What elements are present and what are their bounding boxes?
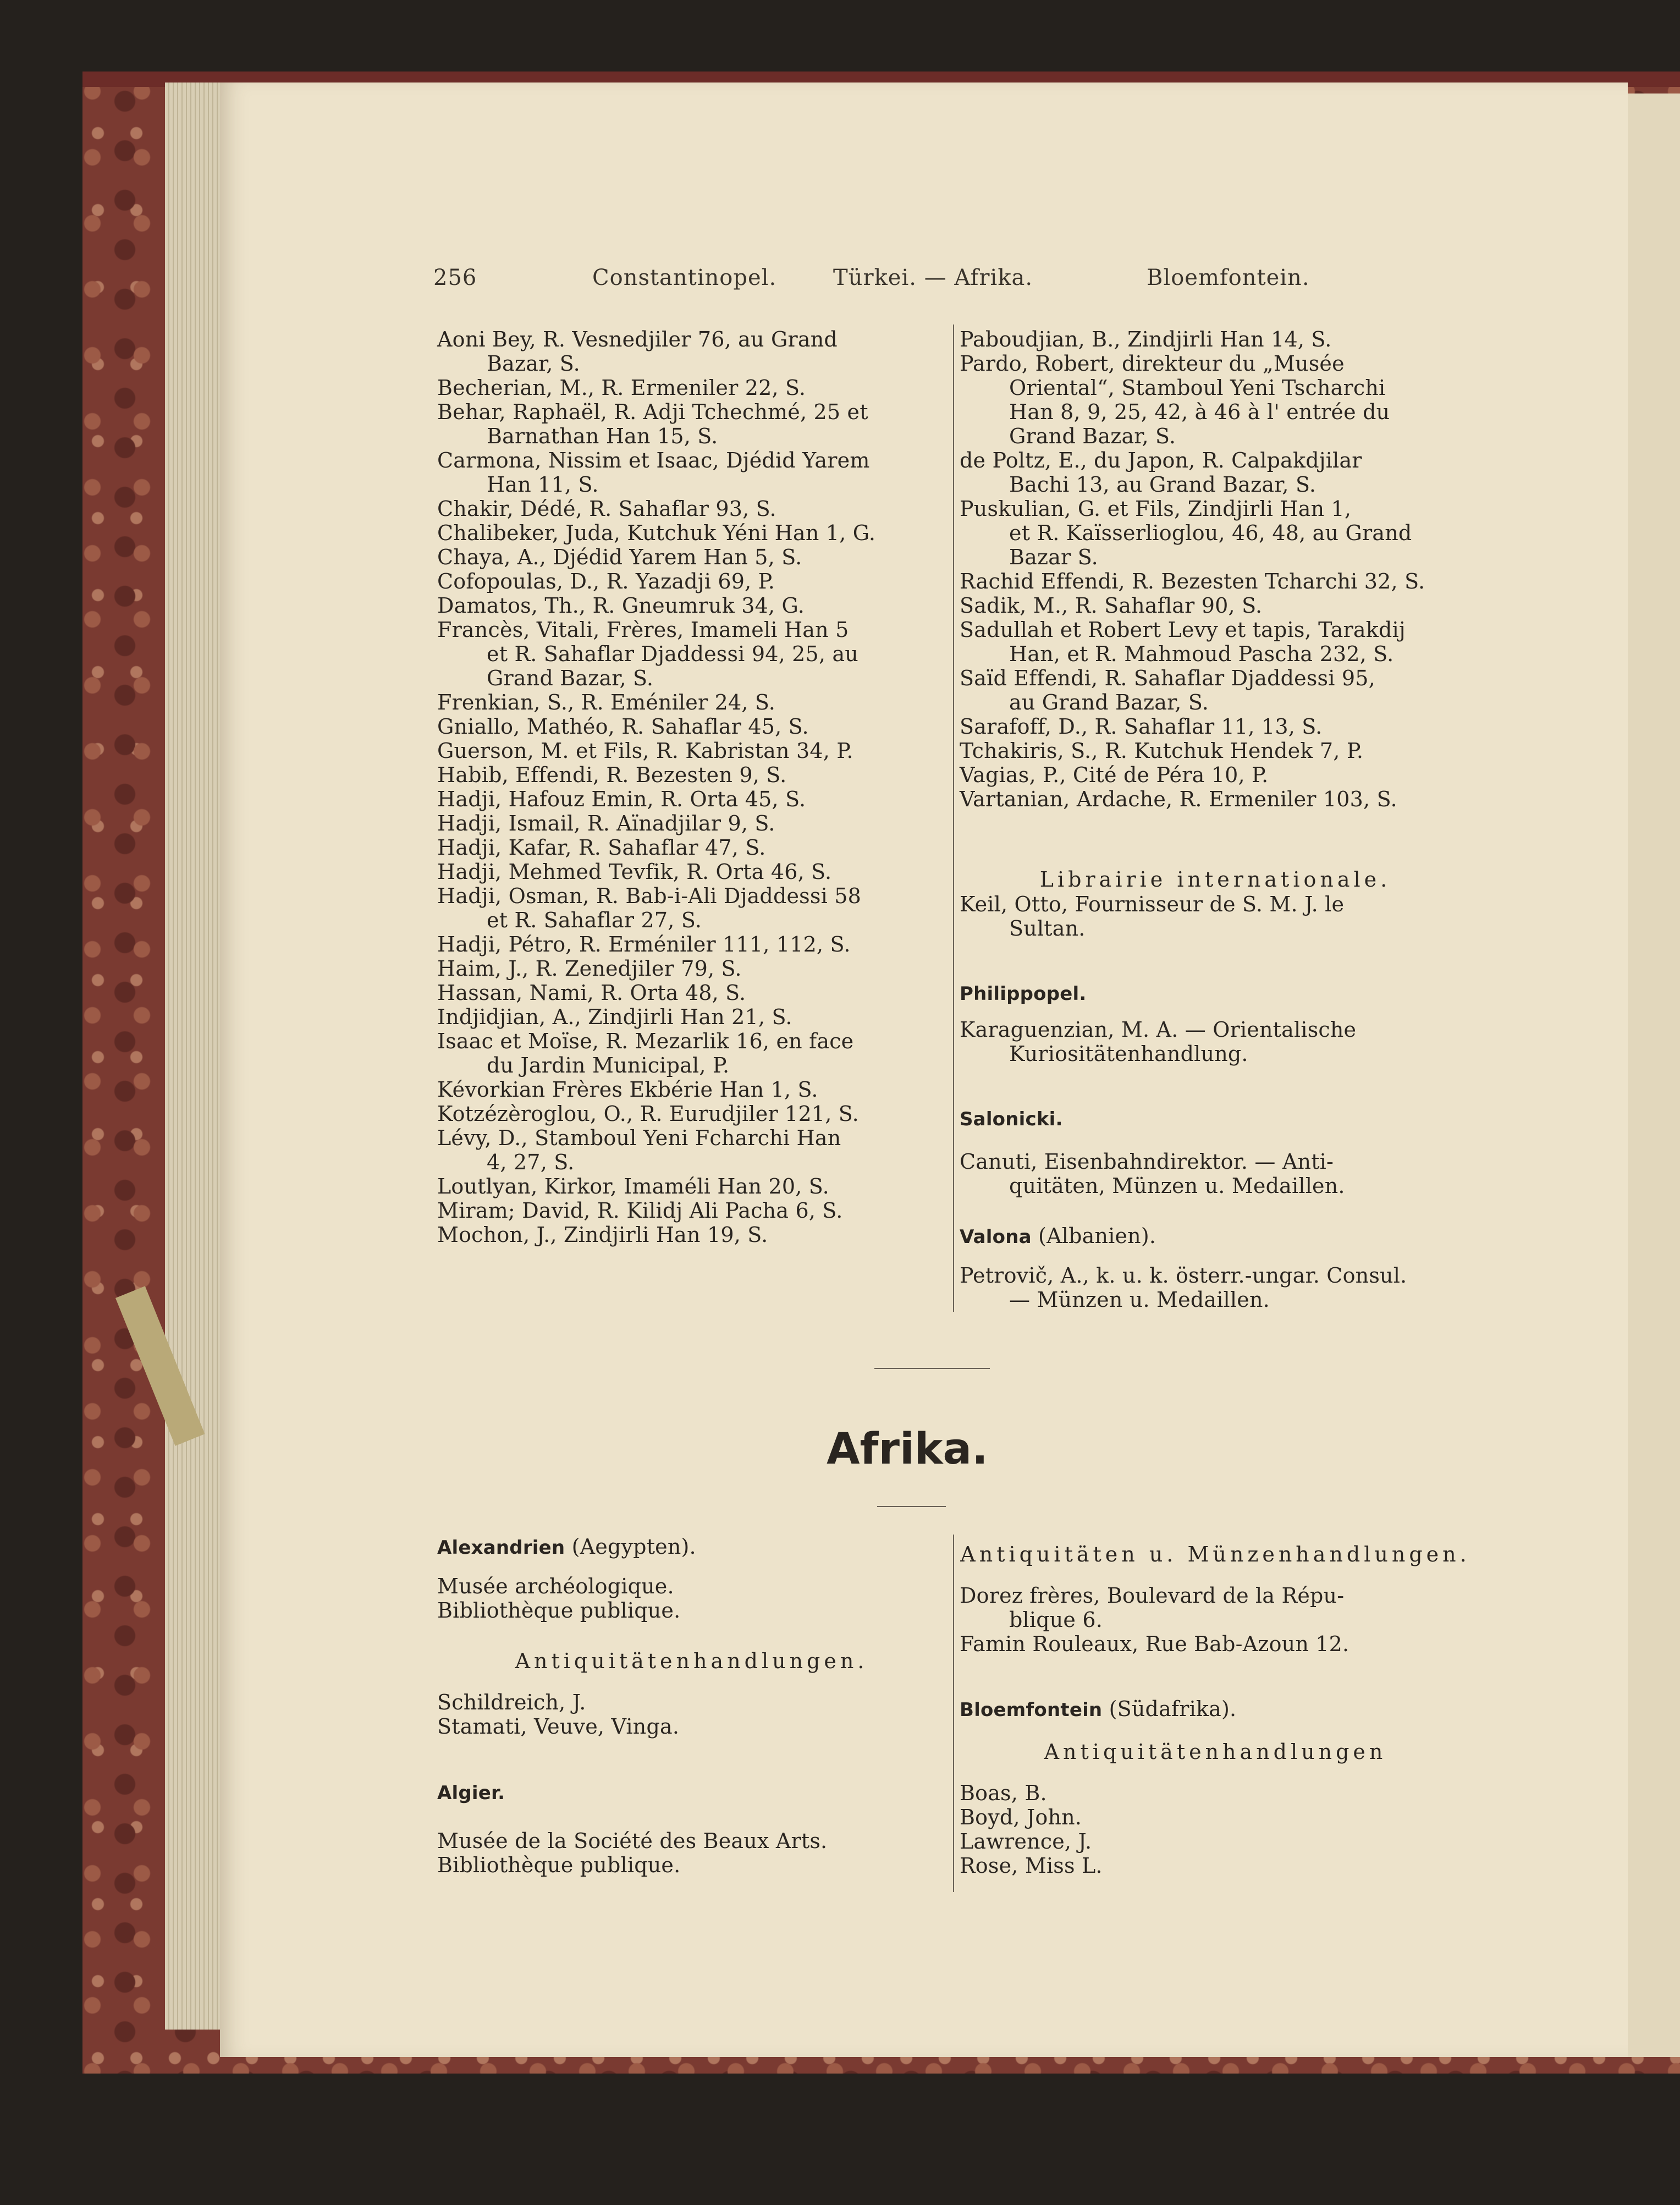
librairie-entry: Keil, Otto, Fournisseur de S. M. J. le [960,892,1345,916]
directory-entry: Hadji, Osman, R. Bab-i-Ali Djaddessi 58 [437,884,861,908]
directory-entry: Chaya, A., Djédid Yarem Han 5, S. [437,545,802,569]
directory-entry: Lévy, D., Stamboul Yeni Fcharchi Han [437,1126,841,1150]
directory-entry: Habib, Effendi, R. Bezesten 9, S. [437,763,787,787]
bloemfontein-dealer-1: Boas, B. [960,1781,1047,1805]
directory-entry: Miram; David, R. Kilidj Ali Pacha 6, S. [437,1198,843,1223]
alexandrien-dealer-1: Schildreich, J. [437,1690,586,1714]
directory-entry: Mochon, J., Zindjirli Han 19, S. [437,1223,768,1247]
directory-entry-continuation: Grand Bazar, S. [1009,424,1176,448]
afrika-title: Afrika. [827,1425,988,1474]
directory-entry: de Poltz, E., du Japon, R. Calpakdjilar [960,448,1362,472]
directory-entry: Chakir, Dédé, R. Sahaflar 93, S. [437,497,776,521]
algier-subheading: Antiquitäten u. Münzenhandlungen. [960,1542,1470,1566]
directory-entry-continuation: Bazar, S. [487,351,580,376]
philippopel-heading: Philippopel. [960,983,1087,1005]
algier-item-2: Bibliothèque publique. [437,1853,681,1877]
algier-dealer-2: Famin Rouleaux, Rue Bab-Azoun 12. [960,1632,1349,1656]
salonicki-heading: Salonicki. [960,1108,1063,1130]
philippopel-entry: Karaguenzian, M. A. — Orientalische [960,1018,1357,1042]
directory-entry-continuation: Grand Bazar, S. [487,666,654,690]
algier-dealer-1-cont: blique 6. [1009,1608,1103,1632]
directory-entry: Hadji, Hafouz Emin, R. Orta 45, S. [437,787,806,811]
directory-entry-continuation: Han 11, S. [487,472,599,497]
directory-entry-continuation: Barnathan Han 15, S. [487,424,718,448]
directory-entry: Hassan, Nami, R. Orta 48, S. [437,981,746,1005]
directory-entry: Carmona, Nissim et Isaac, Djédid Yarem [437,448,870,472]
directory-entry: Tchakiris, S., R. Kutchuk Hendek 7, P. [960,739,1364,763]
directory-entry-continuation: Bazar S. [1009,545,1098,569]
directory-entry: Haim, J., R. Zenedjiler 79, S. [437,956,742,981]
bloemfontein-subheading: Antiquitätenhandlungen [1044,1740,1387,1764]
directory-entry: Sadik, M., R. Sahaflar 90, S. [960,593,1263,618]
philippopel-entry-cont: Kuriositätenhandlung. [1009,1042,1248,1066]
directory-entry: Saïd Effendi, R. Sahaflar Djaddessi 95, [960,666,1375,690]
directory-entry: Sarafoff, D., R. Sahaflar 11, 13, S. [960,714,1323,739]
alexandrien-dealer-2: Stamati, Veuve, Vinga. [437,1714,680,1739]
directory-entry-continuation: du Jardin Municipal, P. [487,1053,730,1077]
directory-entry-continuation: et R. Sahaflar Djaddessi 94, 25, au [487,642,858,666]
librairie-entry-cont: Sultan. [1009,916,1086,941]
header-left-city: Constantinopel. [592,265,777,290]
directory-entry-continuation: Han, et R. Mahmoud Pascha 232, S. [1009,642,1394,666]
directory-entry-continuation: 4, 27, S. [487,1150,575,1174]
directory-entry: Kotzézèroglou, O., R. Eurudjiler 121, S. [437,1102,859,1126]
directory-entry-continuation: et R. Kaïsserlioglou, 46, 48, au Grand [1009,521,1412,545]
rule-below-title [877,1506,946,1507]
directory-entry: Indjidjian, A., Zindjirli Han 21, S. [437,1005,792,1029]
bloemfontein-dealer-2: Boyd, John. [960,1805,1082,1829]
directory-entry: Hadji, Kafar, R. Sahaflar 47, S. [437,835,766,860]
alexandrien-subheading: Antiquitätenhandlungen. [515,1649,868,1673]
valona-heading-line [960,1224,1156,1249]
directory-entry: Chalibeker, Juda, Kutchuk Yéni Han 1, G. [437,521,876,545]
directory-entry: Cofopoulas, D., R. Yazadji 69, P. [437,569,775,593]
bloemfontein-dealer-3: Lawrence, J. [960,1829,1092,1854]
valona-entry-cont: — Münzen u. Medaillen. [1009,1288,1270,1312]
alexandrien-item-1: Musée archéologique. [437,1574,674,1598]
header-right-city: Bloemfontein. [1147,265,1310,290]
directory-entry: Damatos, Th., R. Gneumruk 34, G. [437,593,805,618]
algier-item-1: Musée de la Société des Beaux Arts. [437,1829,828,1853]
directory-entry-continuation: Oriental“, Stamboul Yeni Tscharchi [1009,376,1386,400]
rule-above-title [874,1368,990,1369]
directory-entry: Behar, Raphaël, R. Adji Tchechmé, 25 et [437,400,868,424]
directory-entry: Hadji, Pétro, R. Erméniler 111, 112, S. [437,932,851,956]
librairie-heading: Librairie internationale. [1039,867,1391,892]
valona-heading: Valona [960,1226,1032,1248]
bloemfontein-note: (Südafrika). [1109,1697,1237,1721]
column-rule-bottom [953,1535,954,1892]
directory-entry: Guerson, M. et Fils, R. Kabristan 34, P. [437,739,853,763]
directory-entry: Hadji, Ismail, R. Aïnadjilar 9, S. [437,811,775,835]
header-section: Türkei. — Afrika. [833,265,1033,290]
column-rule-top [953,325,954,1312]
salonicki-entry: Canuti, Eisenbahndirektor. — Anti- [960,1150,1334,1174]
valona-entry: Petrovič, A., k. u. k. österr.-ungar. Consul. [960,1263,1407,1288]
directory-entry: Gniallo, Mathéo, R. Sahaflar 45, S. [437,714,809,739]
directory-entry: Isaac et Moïse, R. Mezarlik 16, en face [437,1029,854,1053]
algier-dealer-1: Dorez frères, Boulevard de la Répu- [960,1583,1345,1608]
bloemfontein-heading: Bloemfontein [960,1699,1103,1721]
directory-entry: Vartanian, Ardache, R. Ermeniler 103, S. [960,787,1397,811]
algier-heading: Algier. [437,1782,505,1804]
directory-entry: Hadji, Mehmed Tevfik, R. Orta 46, S. [437,860,832,884]
directory-entry-continuation: Bachi 13, au Grand Bazar, S. [1009,472,1317,497]
bloemfontein-dealer-4: Rose, Miss L. [960,1854,1103,1878]
page-number: 256 [433,265,477,290]
directory-entry: Sadullah et Robert Levy et tapis, Tarakdij [960,618,1406,642]
directory-entry-continuation: Han 8, 9, 25, 42, à 46 à l' entrée du [1009,400,1390,424]
directory-entry: Paboudjian, B., Zindjirli Han 14, S. [960,327,1332,351]
salonicki-entry-cont: quitäten, Münzen u. Medaillen. [1009,1174,1345,1198]
directory-entry-continuation: et R. Sahaflar 27, S. [487,908,702,932]
directory-entry: Aoni Bey, R. Vesnedjiler 76, au Grand [437,327,838,351]
bloemfontein-heading-line [960,1697,1236,1722]
directory-entry: Becherian, M., R. Ermeniler 22, S. [437,376,806,400]
directory-entry: Pardo, Robert, direkteur du „Musée [960,351,1345,376]
directory-entry: Frenkian, S., R. Eméniler 24, S. [437,690,776,714]
valona-note: (Albanien). [1038,1224,1156,1248]
alexandrien-item-2: Bibliothèque publique. [437,1598,681,1623]
directory-entry: Vagias, P., Cité de Péra 10, P. [960,763,1269,787]
directory-entry: Francès, Vitali, Frères, Imameli Han 5 [437,618,849,642]
directory-entry-continuation: au Grand Bazar, S. [1009,690,1209,714]
alexandrien-heading-line [437,1535,696,1560]
alexandrien-heading: Alexandrien [437,1537,565,1559]
directory-entry: Rachid Effendi, R. Bezesten Tcharchi 32, S. [960,569,1425,593]
directory-entry: Kévorkian Frères Ekbérie Han 1, S. [437,1077,818,1102]
directory-entry: Puskulian, G. et Fils, Zindjirli Han 1, [960,497,1352,521]
alexandrien-note: (Aegypten). [571,1535,696,1559]
directory-entry: Loutlyan, Kirkor, Imaméli Han 20, S. [437,1174,829,1198]
